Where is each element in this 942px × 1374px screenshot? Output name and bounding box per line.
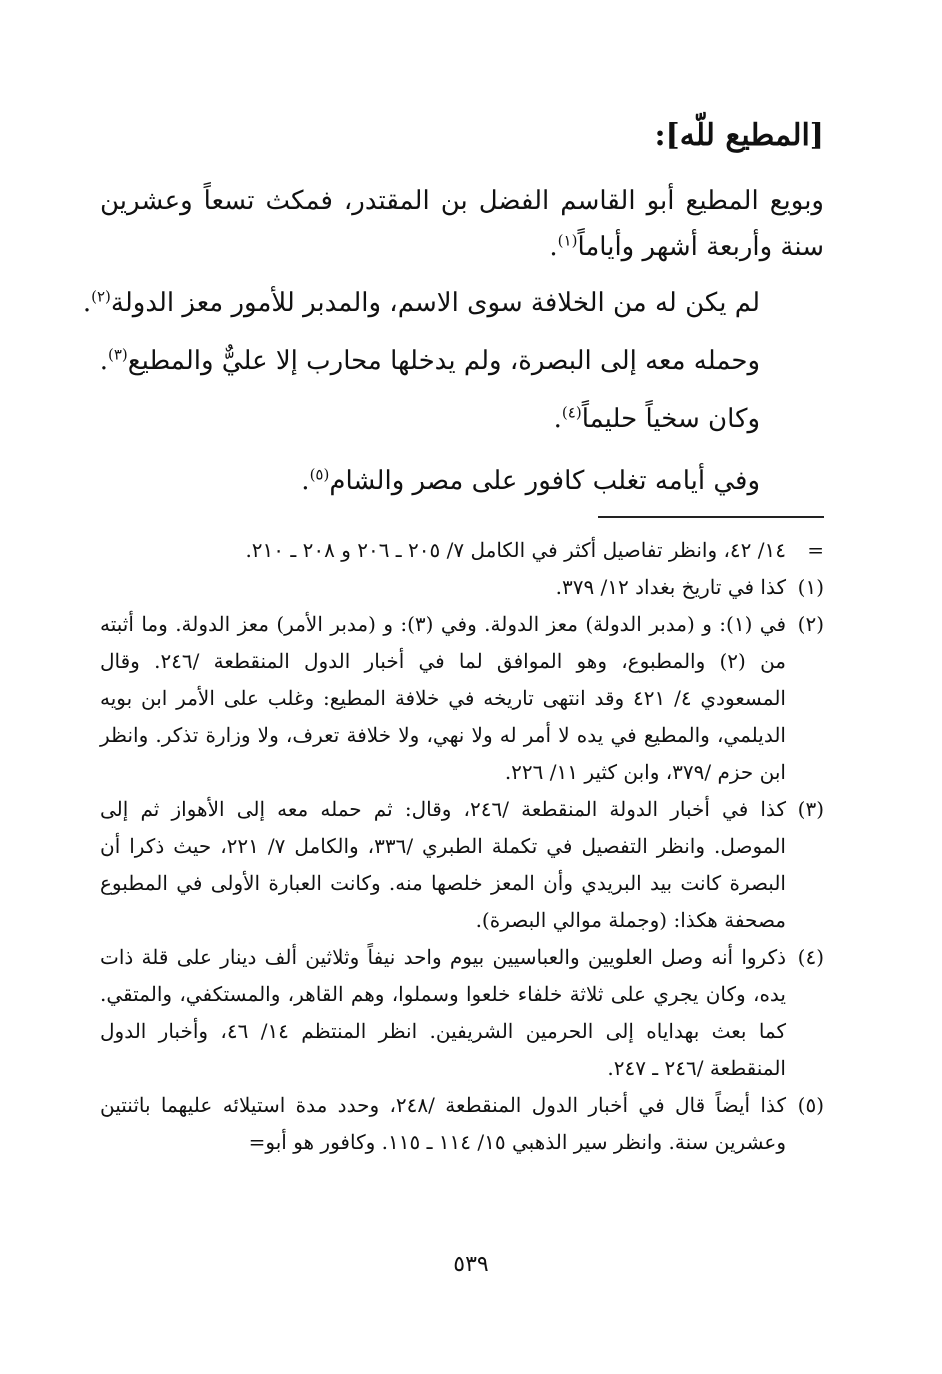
- line-text: وكان سخياً حليماً: [581, 404, 760, 434]
- footnote-text: ذكروا أنه وصل العلويين والعباسيين بيوم واحد نيفاً وثلاثين ألف دينار على قلة ذات يده، وكان يجري على ثلاثة خلفاء خلعوا وسملوا، وهم القاهر، والمستكفي، والمتقي. كما بعث بهداياه إلى الحرمين الشريفين. انظر المنتظم ١٤/ ٤٦، وأخبار الدول المنقطعة /٢٤٦ ـ ٢٤٧.: [100, 945, 786, 1080]
- footnote-ref-2[interactable]: (٢): [91, 287, 111, 306]
- text-line-1: [82, 280, 760, 326]
- footnote-3: [100, 791, 824, 939]
- footnote-number: (١): [797, 575, 824, 599]
- footnote-4: [100, 939, 824, 1087]
- section-title: [المطيع للّه]:: [654, 118, 824, 153]
- page-number: ٥٣٩: [453, 1252, 489, 1277]
- line-end: .: [99, 346, 108, 376]
- line-end: .: [82, 288, 92, 318]
- footnote-number: (٣): [797, 797, 824, 821]
- footnote-number: (٤): [797, 945, 824, 969]
- footnote-divider: [598, 516, 824, 518]
- line-end: .: [553, 404, 562, 434]
- footnote-number: (٢): [797, 612, 824, 636]
- footnote-text: كذا في أخبار الدولة المنقطعة /٢٤٦، وقال: ثم حمله معه إلى الأهواز ثم إلى الموصل. وانظر التفصيل في تكملة الطبري /٣٣٦، والكامل ٧/ ٢٢١، حيث ذكرا أن البصرة كانت بيد البريدي وأن المعز خلصها منه. وكانت العبارة الأولى في المطبوع مصحفة هكذا: (وجملة موالي البصرة).: [100, 797, 786, 932]
- footnote-number: (٥): [797, 1093, 824, 1117]
- line-text: وحمله معه إلى البصرة، ولم يدخلها محارب إلا عليٌّ والمطيع: [127, 346, 760, 376]
- line-end: .: [301, 466, 310, 496]
- footnote-ref-3[interactable]: (٣): [108, 345, 128, 364]
- intro-paragraph: [100, 178, 824, 270]
- footnotes: [100, 532, 824, 1161]
- footnote-continuation: [100, 532, 824, 569]
- footnote-ref-1[interactable]: (١): [557, 231, 578, 250]
- footnote-text: ١٤/ ٤٢، وانظر تفاصيل أكثر في الكامل ٧/ ٢٠٥ ـ ٢٠٦ و ٢٠٨ ـ ٢١٠.: [245, 538, 786, 562]
- footnote-ref-5[interactable]: (٥): [309, 465, 330, 484]
- text-line-3: [100, 396, 760, 442]
- footnote-ref-4[interactable]: (٤): [561, 403, 582, 422]
- footnote-1: [100, 569, 824, 606]
- footnote-text: كذا أيضاً قال في أخبار الدول المنقطعة /٢٤٨، وحدد مدة استيلائه عليهما باثنتين وعشرين سنة. وانظر سير الذهبي ١٥/ ١١٤ ـ ١١٥. وكافور هو أبو=: [100, 1093, 786, 1154]
- footnote-5: [100, 1087, 824, 1161]
- footnote-2: [100, 606, 824, 791]
- footnote-text: في (١): و (مدبر الدولة) معز الدولة. وفي (٣): و (مدبر الأمر) معز الدولة. وما أثبته من (٢) والمطبوع، وهو الموافق لما في أخبار الدول المنقطعة /٢٤٦. وقال المسعودي ٤/ ٤٢١ وقد انتهى تاريخه في خلافة المطيع: وغلب على الأمر ابن بويه الديلمي، والمطيع في يده لا أمر له ولا نهي، ولا خلافة تعرف، ولا وزارة تذكر. وانظر ابن حزم /٣٧٩، وابن كثير ١١/ ٢٢٦.: [100, 612, 787, 784]
- intro-text: وبويع المطيع أبو القاسم الفضل بن المقتدر، فمكث تسعاً وعشرين سنة وأربعة أشهر وأياماً: [100, 186, 824, 262]
- text-line-4: [100, 458, 760, 504]
- footnote-number: =: [807, 538, 824, 562]
- line-text: وفي أيامه تغلب كافور على مصر والشام: [329, 466, 760, 496]
- line-text: لم يكن له من الخلافة سوى الاسم، والمدبر للأمور معز الدولة: [110, 288, 760, 318]
- footnote-text: كذا في تاريخ بغداد ١٢/ ٣٧٩.: [555, 575, 786, 599]
- intro-period: .: [549, 232, 558, 262]
- text-line-2: [100, 338, 760, 384]
